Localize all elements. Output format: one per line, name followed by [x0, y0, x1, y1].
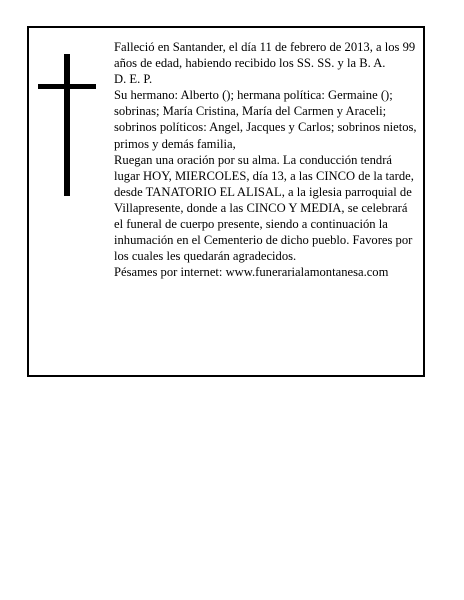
- funeral-details-paragraph: Ruegan una oración por su alma. La conducción tendrá lugar HOY, MIERCOLES, día 13, a las CINCO de la tarde, desde TANATORIO EL ALISAL, a la iglesia parroquial de Villapresente, donde a las CINCO Y MEDIA, se celebrará el funeral de cuerpo presente, siendo a continuación la inhumación en el Cementerio de dicho pueblo. Favores por los cuales les quedarán agradecidos.: [114, 152, 414, 264]
- condolences-website-line: Pésames por internet: www.funerarialamontanesa.com: [114, 265, 389, 280]
- cross-horizontal-bar: [38, 84, 96, 89]
- death-announcement-paragraph: Falleció en Santander, el día 11 de febrero de 2013, a los 99 años de edad, habiendo recibido los SS. SS. y la B. A.: [114, 40, 416, 71]
- family-members-paragraph: Su hermano: Alberto (); hermana política: Germaine (); sobrinas; María Cristina, María del Carmen y Araceli; sobrinos políticos: Angel, Jacques y Carlos; sobrinos nietos, primos y demás familia,: [114, 88, 417, 151]
- cross-vertical-bar: [64, 54, 70, 196]
- rest-in-peace-line: D. E. P.: [114, 72, 153, 87]
- latin-cross-icon: [38, 54, 96, 196]
- obituary-text: [114, 39, 418, 280]
